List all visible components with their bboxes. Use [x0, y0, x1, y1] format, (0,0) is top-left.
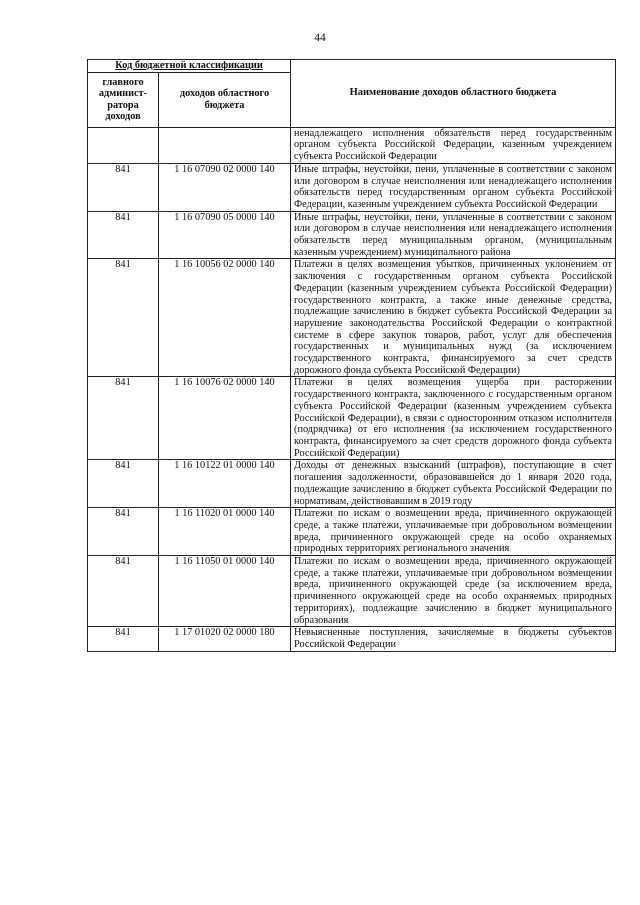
table-row: [88, 460, 616, 508]
column-header-name: Наименование доходов областного бюджета: [291, 60, 616, 128]
cell-name: Иные штрафы, неустойки, пени, уплаченные в соответствии с законом или договором в случае неисполнения или ненадлежащего исполнения обязательств перед государственным органом субъекта Российской Федерации, казенным учреждением субъекта Российской Федерации: [291, 163, 616, 211]
cell-admin: 841: [88, 163, 159, 211]
cell-code: 1 16 11020 01 0000 140: [159, 508, 291, 556]
cell-code: 1 16 10122 01 0000 140: [159, 460, 291, 508]
page-number: 44: [314, 32, 326, 44]
cell-name: Невыясненные поступления, зачисляемые в бюджеты субъектов Российской Федерации: [291, 627, 616, 651]
table-row: [88, 377, 616, 460]
table-row: [88, 259, 616, 377]
cell-name: ненадлежащего исполнения обязательств перед государственным органом субъекта Российской Федерации, казенным учреждением субъекта Российской Федерации: [291, 127, 616, 163]
cell-admin: 841: [88, 508, 159, 556]
cell-name: Платежи по искам о возмещении вреда, причиненного окружающей среде, а также платежи, уплачиваемые при добровольном возмещении вреда, причиненного окружающей среде на особо охраняемых природных территориях регионального значения: [291, 508, 616, 556]
table-row: [88, 211, 616, 259]
table-row: [88, 627, 616, 651]
cell-name: Платежи в целях возмещения убытков, причиненных уклонением от заключения с государственным органом субъекта Российской Федерации (казенным учреждением субъекта Российской Федерации) государственного контракта, а также иные денежные средства, подлежащие зачислению в бюджет субъекта Российской Федерации за нарушение законодательства Российской Федерации о контрактной системе в сфере закупок товаров, работ, услуг для обеспечения государственных и муниципальных нужд (за исключением государственного контракта, финансируемого за счет средств дорожного фонда субъекта Российской Федерации): [291, 259, 616, 377]
table-row: [88, 556, 616, 627]
cell-name: Иные штрафы, неустойки, пени, уплаченные в соответствии с законом или договором в случае неисполнения или ненадлежащего исполнения обязательств перед муниципальным органом, (муниципальным казенным учреждением) муниципального района: [291, 211, 616, 259]
table-row: [88, 163, 616, 211]
cell-admin: 841: [88, 259, 159, 377]
cell-name: Платежи по искам о возмещении вреда, причиненного окружающей среде, а также платежи, уплачиваемые при добровольном возмещении вреда, причиненного окружающей среде (за исключением вреда, причиненного окружающей среде на особо охраняемых природных территориях), подлежащие зачислению в бюджет муниципального образования: [291, 556, 616, 627]
budget-classification-table: [87, 59, 616, 652]
table-row-continuation: [88, 127, 616, 163]
cell-code: 1 16 11050 01 0000 140: [159, 556, 291, 627]
table-row: [88, 508, 616, 556]
cell-code: 1 16 07090 02 0000 140: [159, 163, 291, 211]
cell-admin: 841: [88, 556, 159, 627]
cell-code: 1 16 10076 02 0000 140: [159, 377, 291, 460]
cell-code: [159, 127, 291, 163]
cell-admin: 841: [88, 211, 159, 259]
cell-code: 1 16 10056 02 0000 140: [159, 259, 291, 377]
column-group-header: Код бюджетной классификации: [88, 60, 291, 73]
cell-admin: 841: [88, 627, 159, 651]
cell-name: Доходы от денежных взысканий (штрафов), поступающие в счет погашения задолженности, образовавшейся до 1 января 2020 года, подлежащие зачислению в бюджет субъекта Российской Федерации по нормативам, действовавшим в 2019 году: [291, 460, 616, 508]
column-header-admin: главного админист-ратора доходов: [88, 72, 159, 127]
column-header-code: доходов областного бюджета: [159, 72, 291, 127]
cell-admin: 841: [88, 377, 159, 460]
cell-code: 1 16 07090 05 0000 140: [159, 211, 291, 259]
cell-name: Платежи в целях возмещения ущерба при расторжении государственного контракта, заключенного с государственным органом субъекта Российской Федерации (казенным учреждением субъекта Российской Федерации), в связи с односторонним отказом исполнителя (подрядчика) от его исполнения (за исключением государственного контракта, финансируемого за счет средств дорожного фонда субъекта Российской Федерации): [291, 377, 616, 460]
cell-admin: [88, 127, 159, 163]
cell-code: 1 17 01020 02 0000 180: [159, 627, 291, 651]
cell-admin: 841: [88, 460, 159, 508]
